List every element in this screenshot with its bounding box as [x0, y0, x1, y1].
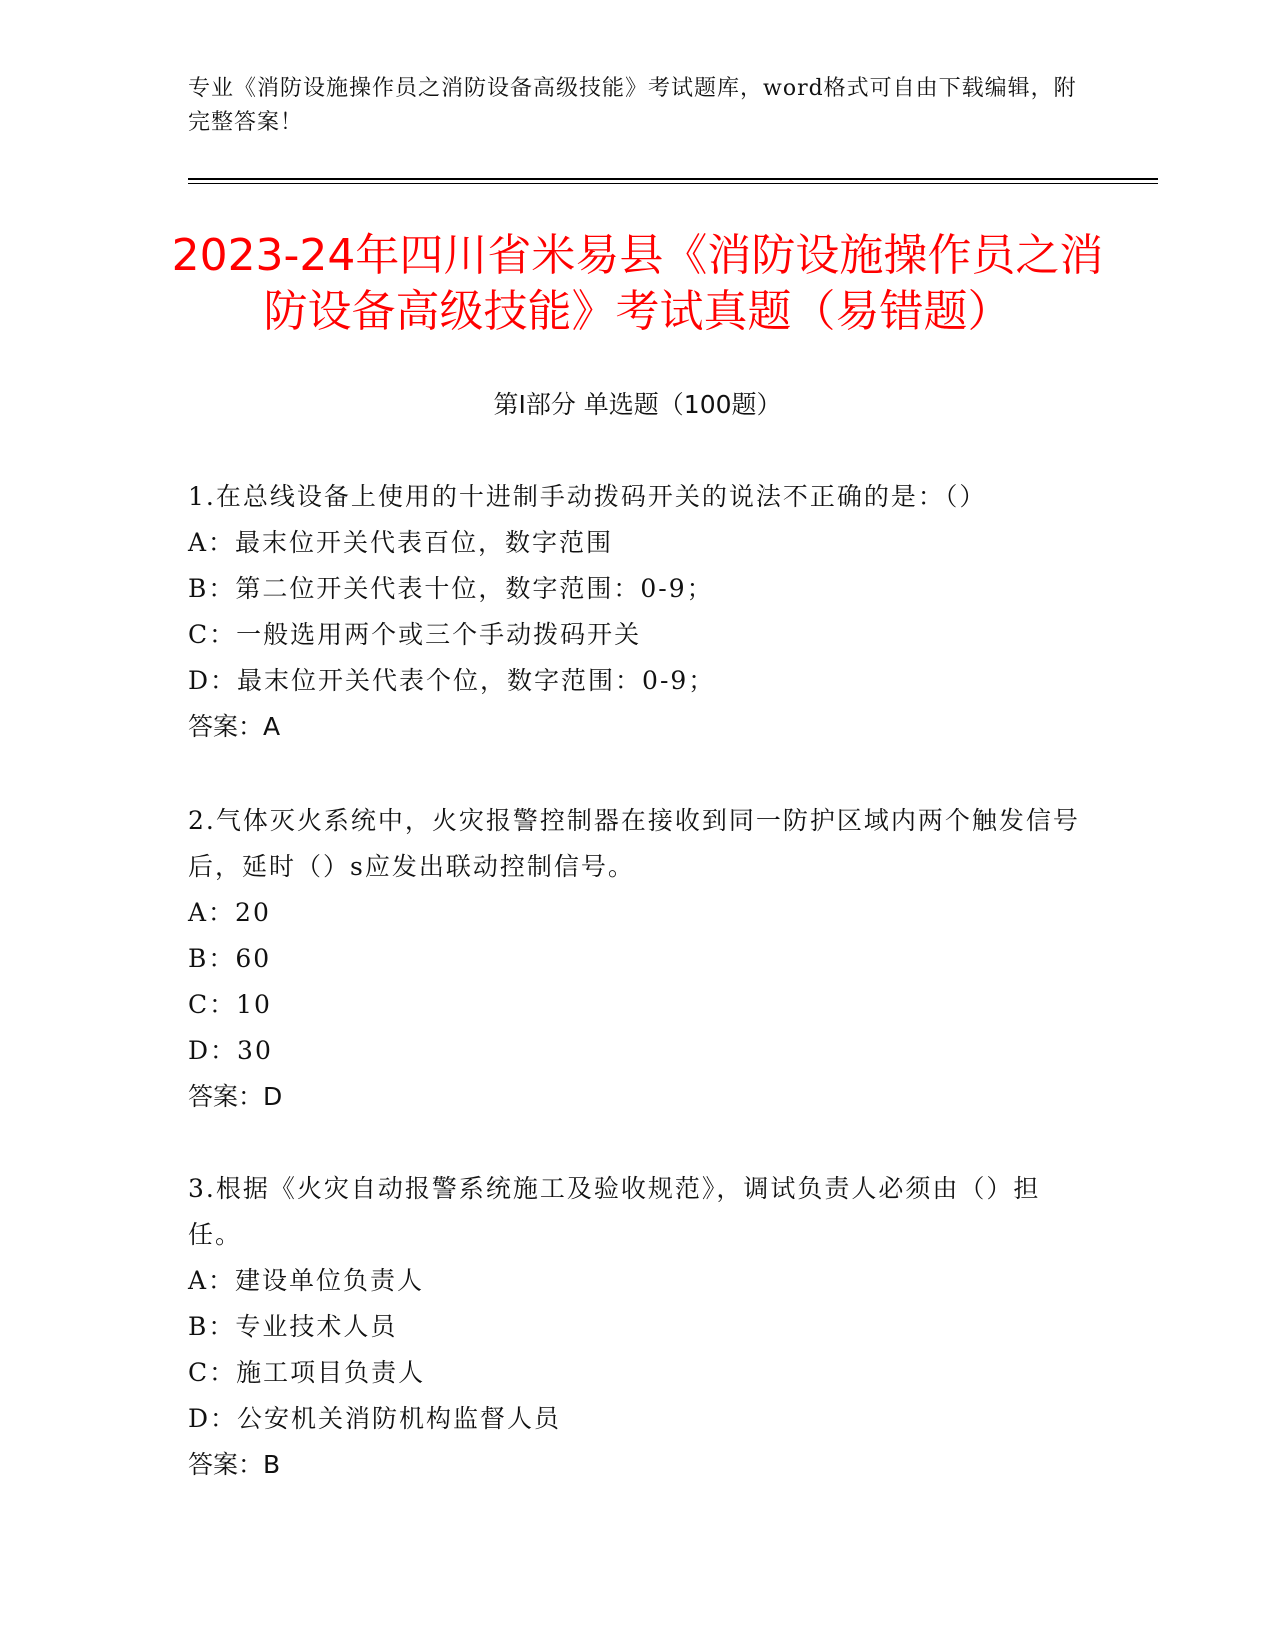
header-note: 专业《消防设施操作员之消防设备高级技能》考试题库，word格式可自由下载编辑，附完整答案！	[188, 76, 1077, 135]
question-1	[188, 474, 1088, 750]
answer: 答案：B	[188, 1450, 281, 1479]
question-text: 1.在总线设备上使用的十进制手动拨码开关的说法不正确的是：（）	[188, 482, 987, 511]
option-b: B：专业技术人员	[188, 1312, 398, 1341]
answer: 答案：A	[188, 712, 281, 741]
question-text: 2.气体灭火系统中，火灾报警控制器在接收到同一防护区域内两个触发信号后，延时（）s应发出联动控制信号。	[188, 806, 1080, 881]
option-d: D：30	[188, 1036, 273, 1065]
option-b: B：60	[188, 944, 272, 973]
question-text: 3.根据《火灾自动报警系统施工及验收规范》，调试负责人必须由（）担任。	[188, 1174, 1041, 1249]
option-a: A：建设单位负责人	[188, 1266, 425, 1295]
document-title: 2023-24年四川省米易县《消防设施操作员之消防设备高级技能》考试真题（易错题）	[171, 230, 1104, 337]
section-heading: 第I部分 单选题（100题）	[493, 390, 782, 419]
header-divider-thin	[188, 183, 1158, 184]
question-3	[188, 1166, 1088, 1488]
option-c: C：施工项目负责人	[188, 1358, 426, 1387]
header-divider-thick	[188, 178, 1158, 180]
option-a: A：最末位开关代表百位，数字范围	[188, 528, 614, 557]
option-d: D：最末位开关代表个位，数字范围：0-9；	[188, 666, 716, 695]
option-c: C：10	[188, 990, 272, 1019]
option-d: D：公安机关消防机构监督人员	[188, 1404, 562, 1433]
option-b: B：第二位开关代表十位，数字范围：0-9；	[188, 574, 714, 603]
option-c: C：一般选用两个或三个手动拨码开关	[188, 620, 642, 649]
answer: 答案：D	[188, 1082, 283, 1111]
question-2	[188, 798, 1088, 1120]
option-a: A：20	[188, 898, 271, 927]
